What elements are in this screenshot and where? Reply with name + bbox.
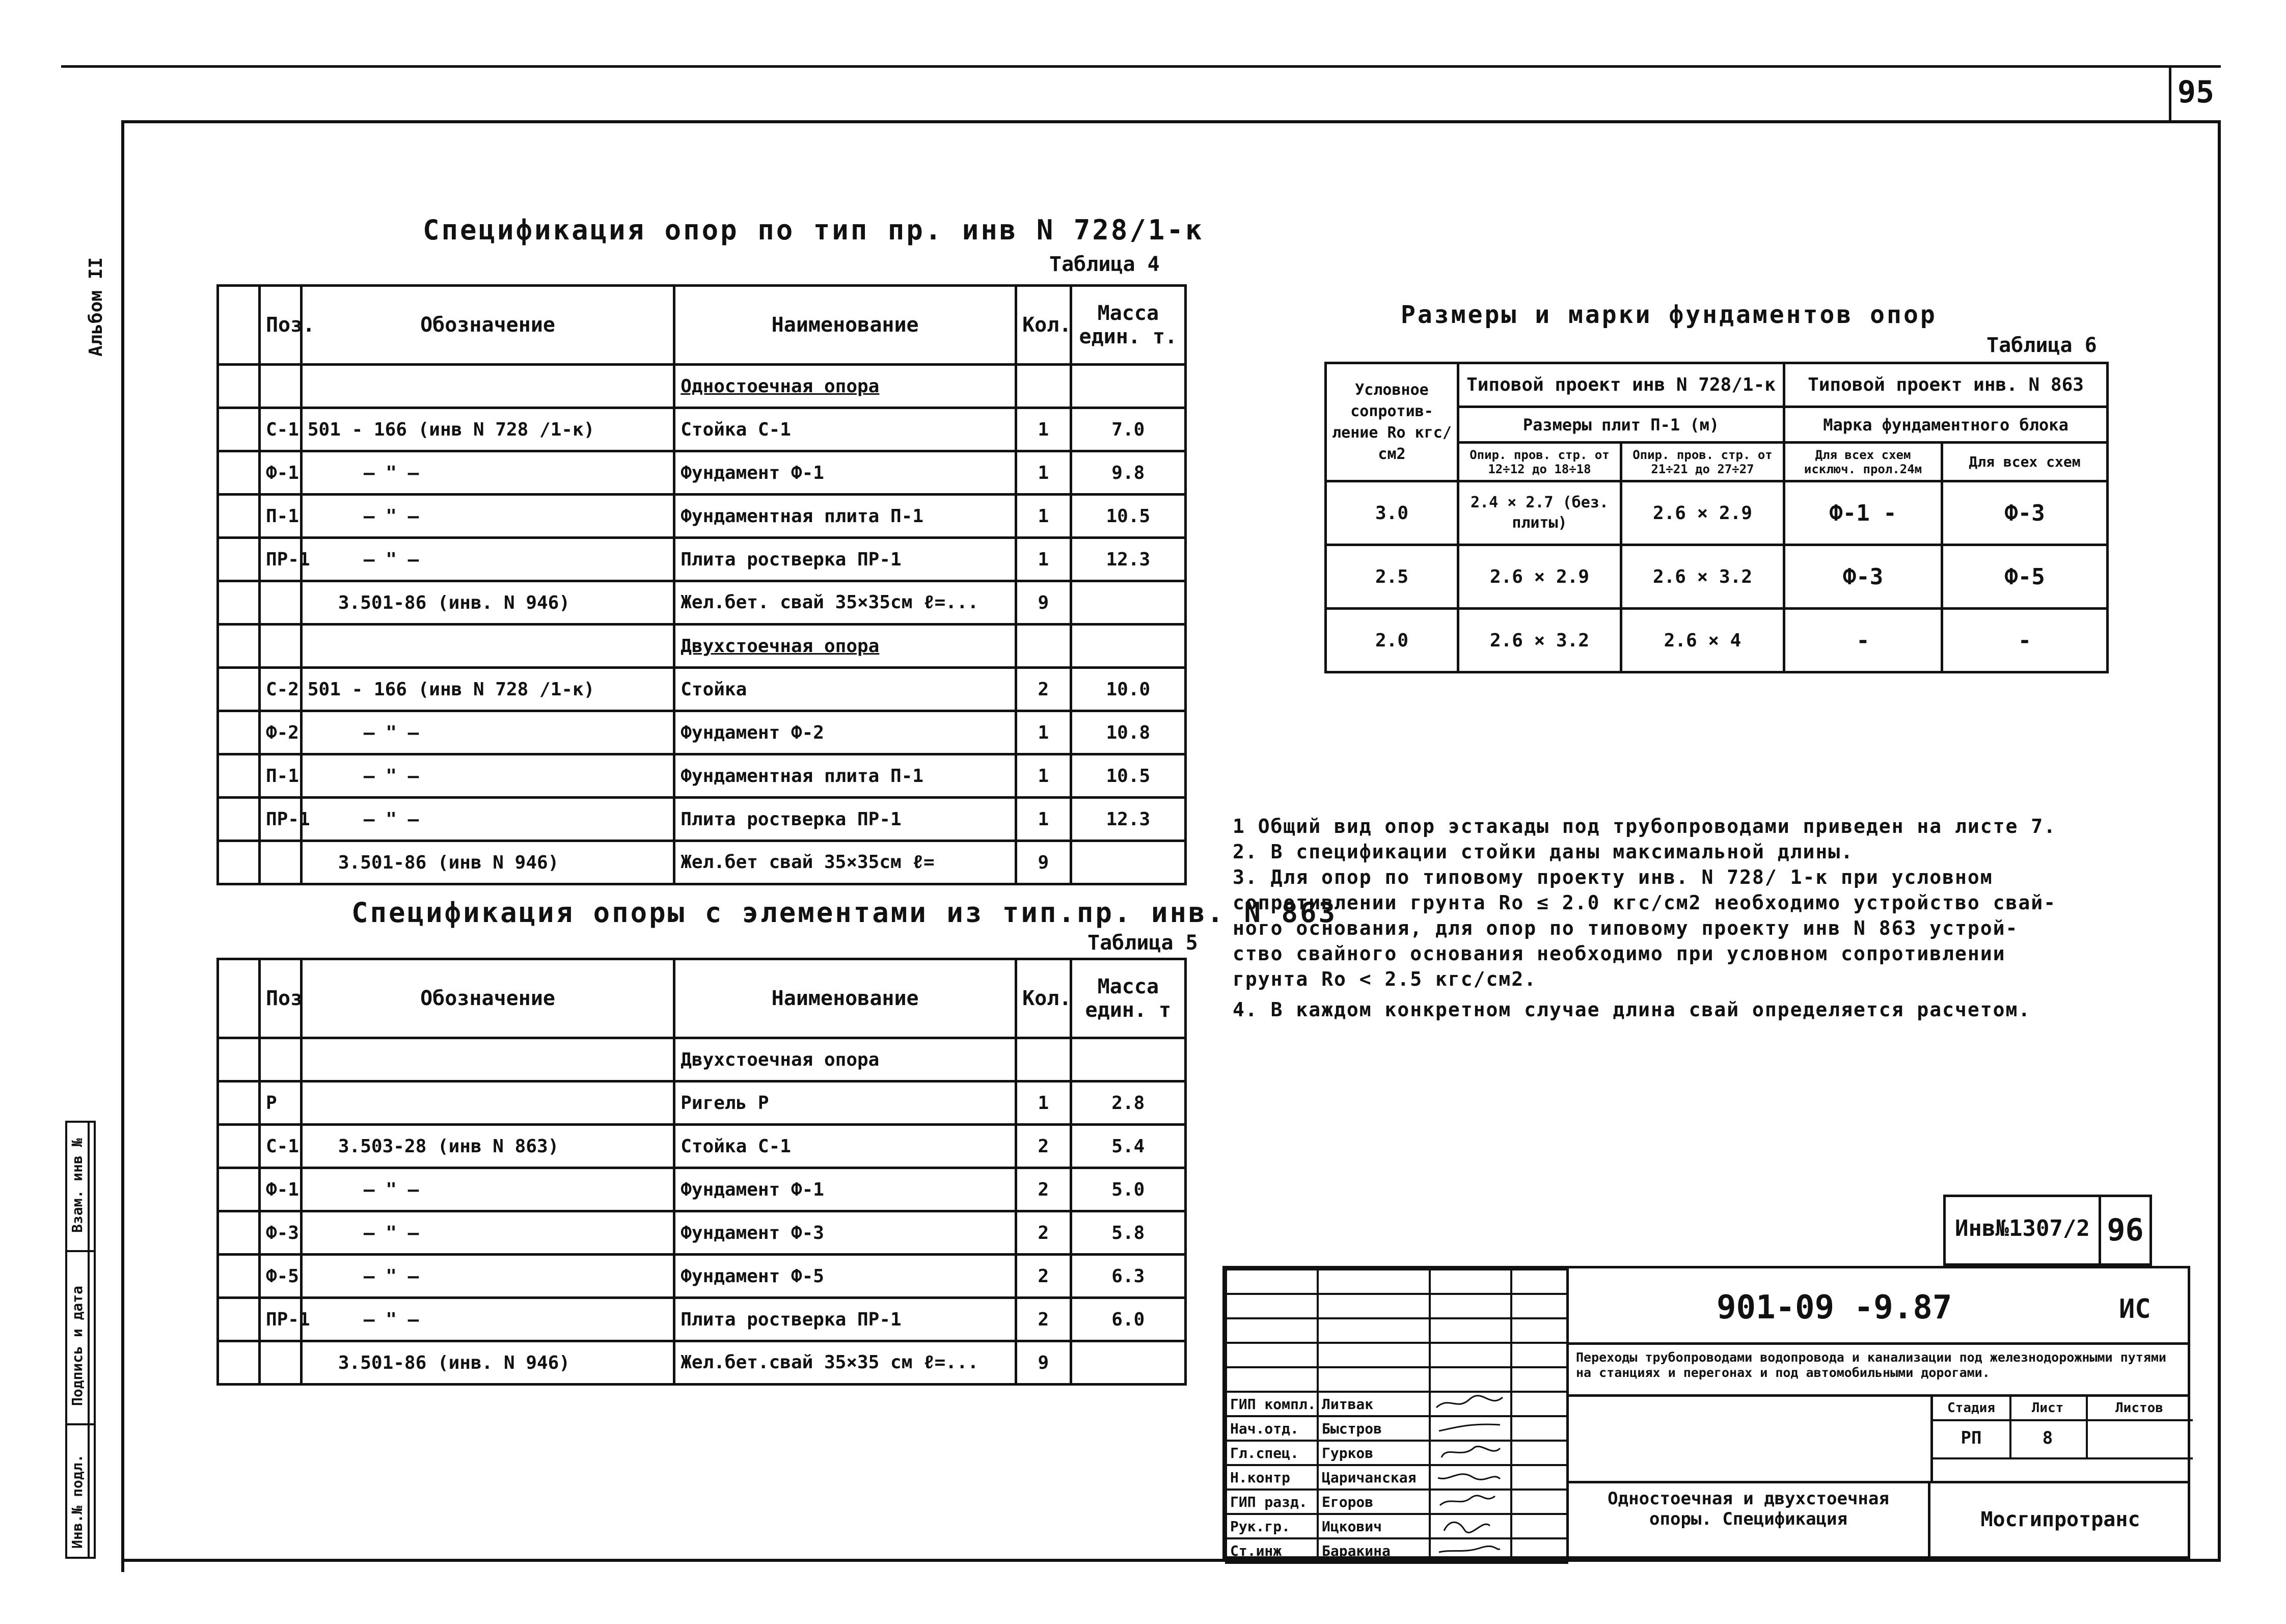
signature <box>1430 1490 1511 1514</box>
signature-scribble <box>1434 1393 1505 1412</box>
album-label: Альбом II <box>86 257 106 357</box>
table4-heading: Спецификация опор по тип пр. инв N 728/1-к <box>423 214 1204 246</box>
header-sub4: Для всех схем <box>1942 443 2108 481</box>
table-row: Ф-1 — " — Фундамент Ф-1 2 5.0 <box>218 1168 1186 1211</box>
header-cond: Условное сопротив- ление Ro кгс/см2 <box>1326 363 1458 481</box>
note-line: сопротивлении грунта Ro ≤ 2.0 кгс/см2 необходимо устройство свай- <box>1233 891 2057 914</box>
header-sub1: Опир. пров. стр. от 12÷12 до 18÷18 <box>1458 443 1621 481</box>
table-row: 3.501-86 (инв N 946) Жел.бет свай 35×35см ℓ= 9 <box>218 841 1186 884</box>
signature-scribble <box>1434 1442 1505 1460</box>
table4-label: Таблица 4 <box>1049 253 1160 276</box>
table-row: 2.0 2.6 × 3.2 2.6 × 4 - - <box>1326 609 2108 672</box>
table-row: П-1 — " — Фундаментная плита П-1 1 10.5 <box>218 495 1186 538</box>
sheets-label: Листов <box>2086 1397 2193 1421</box>
section-heading: Одностоечная опора <box>674 365 1016 408</box>
table-row: 3.501-86 (инв. N 946) Жел.бет.свай 35×35 см ℓ=... 9 <box>218 1341 1186 1385</box>
signature-grid <box>1225 1268 1568 1564</box>
note-line: грунта Ro < 2.5 кгс/см2. <box>1233 968 1537 990</box>
note-line: 3. Для опор по типовому проекту инв. N 728/ 1-к при условном <box>1233 866 1993 888</box>
sheet-num: 96 <box>2107 1212 2144 1248</box>
header-proj863: Типовой проект инв. N 863 <box>1784 363 2108 407</box>
signature <box>1430 1465 1511 1490</box>
table4-header-row <box>218 286 1186 365</box>
table-row: С-2 501 - 166 (инв N 728 /1-к) Стойка 2 10.0 <box>218 668 1186 711</box>
table-row: Ф-3 — " — Фундамент Ф-3 2 5.8 <box>218 1211 1186 1255</box>
section-heading: Двухстоечная опора <box>674 625 1016 668</box>
table-row: Ф-5 — " — Фундамент Ф-5 2 6.3 <box>218 1255 1186 1298</box>
header-sub3: Для всех схем исключ. прол.24м <box>1784 443 1942 481</box>
sheet-title: Одностоечная и двухстоечная опоры. Спецификация <box>1608 1488 1889 1529</box>
signature <box>1430 1538 1511 1563</box>
table-row: 2.5 2.6 × 2.9 2.6 × 3.2 Ф-3 Ф-5 <box>1326 545 2108 609</box>
note-line: ного основания, для опор по типовому проекту инв N 863 устрой- <box>1233 917 2019 939</box>
header-sizes: Размеры плит П-1 (м) <box>1458 407 1784 443</box>
table5-header-cell: Обозначение <box>301 959 674 1038</box>
table-row: 3.501-86 (инв. N 946) Жел.бет. свай 35×35см ℓ=... 9 <box>218 581 1186 625</box>
note-line: ство свайного основания необходимо при условном сопротивлении <box>1233 942 2006 965</box>
staff-row: Нач.отд. Быстров <box>1226 1416 1567 1441</box>
table-row: Р Ригель Р 1 2.8 <box>218 1081 1186 1125</box>
signature <box>1430 1416 1511 1441</box>
page-number-box <box>2169 65 2220 120</box>
table4-header-cell <box>218 286 260 365</box>
frame-bottom <box>121 1559 2220 1562</box>
note-line: 1 Общий вид опор эстакады под трубопроводами приведен на листе 7. <box>1233 815 2057 837</box>
signature-scribble <box>1434 1467 1505 1485</box>
doc-suffix: ИС <box>2119 1294 2151 1324</box>
stage-area <box>1566 1397 2190 1483</box>
signature <box>1430 1514 1511 1538</box>
table-row: ПР-1 — " — Плита ростверка ПР-1 1 12.3 <box>218 798 1186 841</box>
side-label-signature: Подпись и дата <box>69 1285 86 1406</box>
signature-scribble <box>1434 1491 1505 1509</box>
staff-row: ГИП разд. Егоров <box>1226 1490 1567 1514</box>
note-line: 2. В спецификации стойки даны максимальной длины. <box>1233 841 1854 863</box>
staff-row: ГИП компл. Литвак <box>1226 1392 1567 1416</box>
table5-header-cell <box>218 959 260 1038</box>
signature <box>1430 1392 1511 1416</box>
stage-label: Стадия <box>1933 1397 2011 1421</box>
signature-scribble <box>1434 1515 1505 1534</box>
table-row: Ф-1 — " — Фундамент Ф-1 1 9.8 <box>218 451 1186 495</box>
table5-header-cell: Поз <box>259 959 301 1038</box>
table6-label: Таблица 6 <box>1986 334 2097 357</box>
table-row <box>218 625 1186 668</box>
header-mark: Марка фундаментного блока <box>1784 407 2108 443</box>
table4-header-cell: Масса един. т. <box>1071 286 1185 365</box>
signature <box>1430 1441 1511 1465</box>
title-block <box>1222 1266 2190 1559</box>
frame-top <box>121 120 2220 123</box>
staff-row: Н.контр Царичанская <box>1226 1465 1567 1490</box>
table6 <box>1324 362 2109 673</box>
table-row: П-1 — " — Фундаментная плита П-1 1 10.5 <box>218 754 1186 798</box>
table-row: С-1 501 - 166 (инв N 728 /1-к) Стойка С-1 1 7.0 <box>218 408 1186 451</box>
table5-header-cell: Наименование <box>674 959 1016 1038</box>
page-number: 95 <box>2177 74 2215 110</box>
table-row <box>218 1038 1186 1081</box>
header-proj728: Типовой проект инв N 728/1-к <box>1458 363 1784 407</box>
table-row: 3.0 2.4 × 2.7 (без. плиты) 2.6 × 2.9 Ф-1 - Ф-3 <box>1326 481 2108 545</box>
sheet-value: 8 <box>2009 1419 2088 1459</box>
frame-right <box>2218 120 2221 1562</box>
table5 <box>216 958 1187 1386</box>
side-label-inventory: Инв.№ подл. <box>69 1454 86 1549</box>
table4-header-cell: Поз. <box>259 286 301 365</box>
table5-header-cell: Кол. <box>1016 959 1071 1038</box>
sheet-num-box <box>2099 1195 2152 1266</box>
table4-header-cell: Кол. <box>1016 286 1071 365</box>
table6-heading: Размеры и марки фундаментов опор <box>1401 301 1937 329</box>
signature-scribble <box>1434 1540 1505 1558</box>
sheet-label: Лист <box>2009 1397 2088 1421</box>
table5-heading: Спецификация опоры с элементами из тип.пр. инв. N 863 <box>351 897 1338 929</box>
header-sub2: Опир. пров. стр. от 21÷21 до 27÷27 <box>1621 443 1784 481</box>
table-row: ПР-1 — " — Плита ростверка ПР-1 2 6.0 <box>218 1298 1186 1341</box>
table5-header-row <box>218 959 1186 1038</box>
doc-code: 901-09 -9.87 <box>1717 1289 1952 1327</box>
company: Мосгипротранс <box>1980 1508 2140 1531</box>
frame-left <box>121 120 124 1572</box>
project-title-area <box>1566 1345 2190 1397</box>
table-row <box>218 365 1186 408</box>
table5-header-cell: Масса един. т <box>1071 959 1185 1038</box>
doc-code-area <box>1566 1268 2190 1345</box>
project-title: Переходы трубопроводами водопровода и канализации под железнодорожными путями на станциях и перегонах и под автомобильными дорогами. <box>1576 1350 2166 1380</box>
sheet-title-area <box>1566 1483 1928 1559</box>
section-heading: Двухстоечная опора <box>674 1038 1016 1081</box>
table5-label: Таблица 5 <box>1087 931 1198 955</box>
table-row: С-1 3.503-28 (инв N 863) Стойка С-1 2 5.4 <box>218 1125 1186 1168</box>
inv-label: Инв№1307/2 <box>1955 1215 2090 1241</box>
top-rule <box>61 65 2221 68</box>
table-row: Ф-2 — " — Фундамент Ф-2 1 10.8 <box>218 711 1186 754</box>
inv-box <box>1943 1195 2101 1266</box>
signature-scribble <box>1434 1418 1505 1436</box>
table-row: ПР-1 — " — Плита ростверка ПР-1 1 12.3 <box>218 538 1186 581</box>
stage-value: РП <box>1933 1419 2011 1459</box>
table4 <box>216 284 1187 885</box>
table4-header-cell: Наименование <box>674 286 1016 365</box>
table4-header-cell: Обозначение <box>301 286 674 365</box>
staff-row: Рук.гр. Ицкович <box>1226 1514 1567 1538</box>
staff-row: Гл.спец. Гурков <box>1226 1441 1567 1465</box>
company-area <box>1928 1483 2190 1559</box>
side-label-replacement: Взам. инв № <box>69 1138 86 1233</box>
staff-row: Ст.инж Баракина <box>1226 1538 1567 1563</box>
note-line: 4. В каждом конкретном случае длина свай определяется расчетом. <box>1233 998 2031 1021</box>
